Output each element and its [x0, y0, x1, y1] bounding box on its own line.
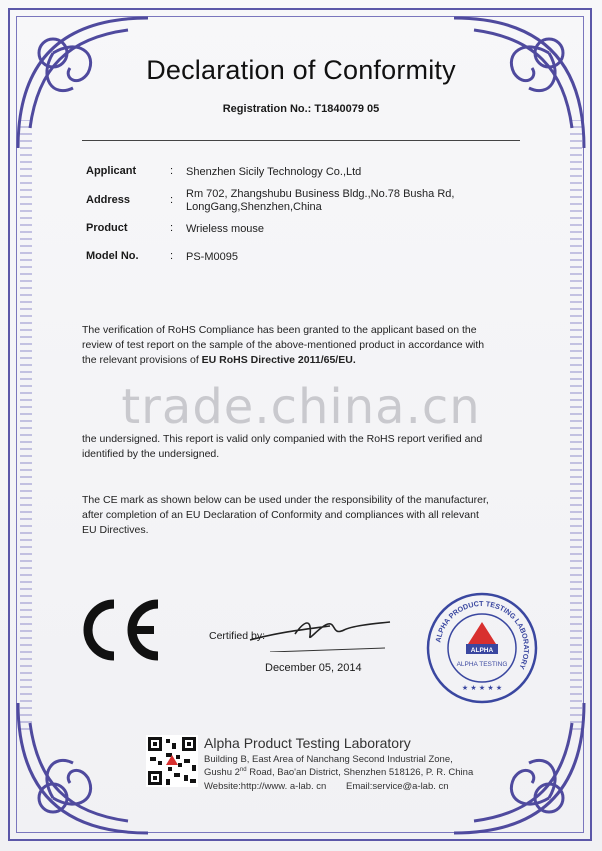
registration-number: Registration No.: T1840079 05	[222, 103, 380, 115]
corner-ornament-bottom-left	[8, 693, 158, 843]
applicant-value: Shenzhen Sicily Technology Co.,Ltd	[186, 166, 362, 178]
product-label: Product	[86, 222, 128, 234]
laboratory-seal	[426, 592, 538, 704]
ce-line2: after completion of an EU Declaration of Conformity and compliances with all relevant	[82, 509, 479, 521]
undersigned-line2: identified by the undersigned.	[82, 448, 220, 460]
document-title: Declaration of Conformity	[146, 55, 456, 85]
model-label: Model No.	[86, 250, 139, 262]
model-colon: :	[170, 250, 174, 262]
applicant-label: Applicant	[86, 165, 137, 177]
seal-ring-text: ALPHA PRODUCT TESTING LABORATORY	[433, 598, 532, 671]
lab-address-line1: Building B, East Area of Nanchang Second Industrial Zone,	[204, 754, 453, 765]
verification-paragraph	[82, 323, 522, 368]
lab-website: Website:http://www. a-lab. cn	[204, 781, 327, 792]
seal-badge-text: ALPHA	[470, 647, 494, 654]
lab-name: Alpha Product Testing Laboratory	[204, 735, 411, 751]
issue-date: December 05, 2014	[265, 662, 362, 674]
watermark: trade.china.cn	[121, 379, 481, 435]
header-divider	[82, 140, 520, 141]
directive-reference: EU RoHS Directive 2011/65/EU.	[201, 354, 356, 366]
undersigned-line1: the undersigned. This report is valid only companied with the RoHS report verified and	[82, 433, 483, 445]
seal-triangle-icon	[468, 622, 496, 644]
ce-line1: The CE mark as shown below can be used under the responsibility of the manufacturer,	[82, 494, 489, 506]
lab-address-part-b: Road, Bao'an District, Shenzhen 518126, P. R. China	[246, 767, 474, 779]
lab-address-line2	[204, 767, 473, 778]
signature-image	[240, 612, 400, 652]
seal-inner-text: ALPHA TESTING	[456, 661, 508, 668]
qr-code-icon	[146, 735, 198, 787]
product-value: Wrieless mouse	[186, 223, 265, 235]
verification-line3	[82, 353, 522, 368]
verification-line3-prefix: the relevant provisions of	[82, 354, 202, 366]
seal-stars: ★ ★ ★ ★ ★	[461, 684, 503, 692]
lab-email: Email:service@a-lab. cn	[346, 781, 449, 792]
product-colon: :	[170, 222, 174, 234]
lab-address-sup: nd	[239, 767, 247, 773]
address-label: Address	[86, 194, 131, 206]
address-value-line2: LongGang,Shenzhen,China	[186, 201, 322, 213]
model-value: PS-M0095	[186, 251, 238, 263]
address-value-line1: Rm 702, Zhangshubu Business Bldg.,No.78 Busha Rd,	[186, 188, 455, 200]
applicant-colon: :	[170, 165, 174, 177]
undersigned-paragraph	[82, 432, 522, 462]
verification-line2: review of test report on the sample of the above-mentioned product in accordance with	[82, 339, 485, 351]
ce-paragraph	[82, 493, 522, 538]
address-colon: :	[170, 194, 174, 206]
ce-mark-icon	[80, 598, 164, 662]
lab-address-part-a: Gushu 2	[204, 767, 240, 779]
verification-line1: The verification of RoHS Compliance has been granted to the applicant based on the	[82, 324, 477, 336]
ce-line3: EU Directives.	[82, 524, 149, 536]
certified-by-label: Certified by:	[209, 630, 266, 642]
